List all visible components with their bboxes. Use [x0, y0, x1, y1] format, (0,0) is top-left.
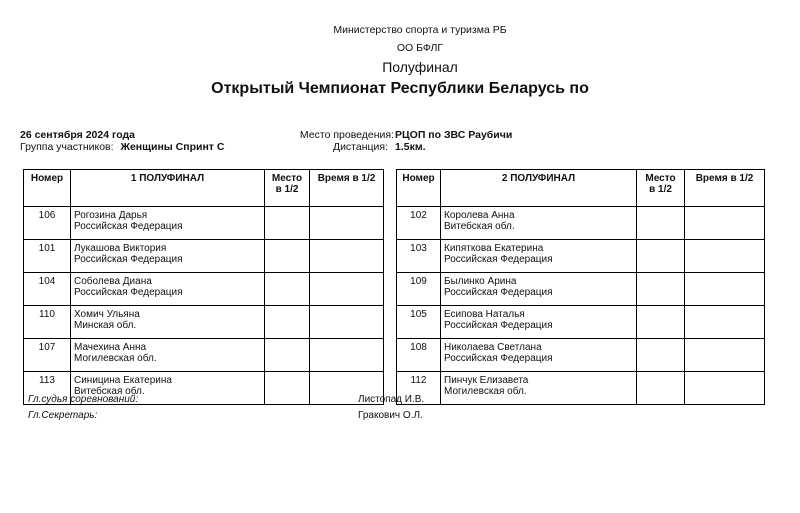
time-cell	[310, 273, 384, 306]
chief-secretary-name: Гракович О.Л.	[358, 410, 423, 421]
group-label: Группа участников:	[20, 141, 114, 153]
athlete-region: Витебская обл.	[444, 221, 515, 232]
column-place: Место в 1/2	[637, 170, 685, 207]
athlete-cell	[71, 207, 265, 240]
chief-judge-name: Листопад И.В.	[358, 394, 425, 405]
athlete-name: Николаева Светлана	[444, 342, 542, 353]
distance-value: 1.5км.	[395, 141, 426, 153]
bib-number: 112	[397, 372, 441, 405]
time-cell	[310, 306, 384, 339]
athlete-name: Пинчук Елизавета	[444, 375, 529, 386]
venue-label: Место проведения:	[299, 129, 394, 141]
place-cell	[265, 273, 310, 306]
table-row	[397, 240, 765, 273]
athlete-cell	[71, 339, 265, 372]
place-cell	[265, 306, 310, 339]
athlete-cell	[71, 240, 265, 273]
place-cell	[265, 339, 310, 372]
place-cell	[637, 339, 685, 372]
distance-label: Дистанция:	[332, 141, 388, 153]
table-row	[24, 240, 384, 273]
chief-judge-role: Гл.судья соревнований:	[28, 394, 139, 405]
athlete-name: Кипяткова Екатерина	[444, 243, 544, 254]
bib-number: 109	[397, 273, 441, 306]
bib-number: 106	[24, 207, 71, 240]
group-line	[20, 141, 224, 153]
semifinal-2-table	[396, 169, 765, 405]
time-cell	[685, 306, 765, 339]
athlete-name: Королева Анна	[444, 210, 515, 221]
athlete-cell	[71, 273, 265, 306]
time-cell	[685, 372, 765, 405]
place-cell	[637, 207, 685, 240]
athlete-name: Рогозина Дарья	[74, 210, 148, 221]
athlete-region: Российская Федерация	[444, 254, 553, 265]
time-cell	[310, 207, 384, 240]
time-cell	[685, 339, 765, 372]
page-title: Открытый Чемпионат Республики Беларусь по	[211, 80, 589, 97]
athlete-name: Соболева Диана	[74, 276, 152, 287]
bib-number: 108	[397, 339, 441, 372]
bib-number: 101	[24, 240, 71, 273]
athlete-region: Российская Федерация	[444, 353, 553, 364]
group-value: Женщины Спринт С	[120, 141, 225, 153]
table-row	[24, 207, 384, 240]
athlete-name: Мачехина Анна	[74, 342, 147, 353]
place-cell	[265, 240, 310, 273]
ministry-line: Министерство спорта и туризма РБ	[333, 24, 507, 36]
column-number: Номер	[24, 170, 71, 207]
semifinal-1-table	[23, 169, 384, 405]
athlete-cell	[441, 306, 637, 339]
athlete-cell	[441, 207, 637, 240]
table-row	[397, 306, 765, 339]
stage-title: Полуфинал	[382, 59, 458, 75]
athlete-cell	[71, 306, 265, 339]
bib-number: 104	[24, 273, 71, 306]
bib-number: 102	[397, 207, 441, 240]
bib-number: 103	[397, 240, 441, 273]
organization-line: ОО БФЛГ	[396, 42, 444, 54]
time-cell	[310, 339, 384, 372]
table-row	[24, 339, 384, 372]
athlete-region: Российская Федерация	[74, 254, 183, 265]
athlete-name: Былинко Арина	[444, 276, 517, 287]
athlete-cell	[441, 240, 637, 273]
place-cell	[637, 273, 685, 306]
athlete-name: Синицина Екатерина	[74, 375, 172, 386]
bib-number: 110	[24, 306, 71, 339]
column-semifinal-title: 1 ПОЛУФИНАЛ	[71, 170, 265, 207]
table-row	[397, 207, 765, 240]
athlete-region: Могилевская обл.	[444, 386, 527, 397]
athlete-region: Российская Федерация	[74, 287, 183, 298]
athlete-cell	[441, 273, 637, 306]
athlete-name: Лукашова Виктория	[74, 243, 167, 254]
table-row	[397, 273, 765, 306]
bib-number: 107	[24, 339, 71, 372]
table-row	[397, 339, 765, 372]
column-time: Время в 1/2	[685, 170, 765, 207]
athlete-region: Могилевская обл.	[74, 353, 157, 364]
athlete-name: Есипова Наталья	[444, 309, 525, 320]
column-place: Место в 1/2	[265, 170, 310, 207]
table-row	[397, 372, 765, 405]
time-cell	[685, 240, 765, 273]
athlete-cell	[441, 339, 637, 372]
column-time: Время в 1/2	[310, 170, 384, 207]
place-cell	[265, 372, 310, 405]
time-cell	[685, 273, 765, 306]
place-cell	[265, 207, 310, 240]
place-cell	[637, 306, 685, 339]
athlete-region: Минская обл.	[74, 320, 137, 331]
chief-secretary-role: Гл.Секретарь:	[28, 410, 98, 421]
athlete-region: Российская Федерация	[74, 221, 183, 232]
time-cell	[310, 240, 384, 273]
table-row	[24, 273, 384, 306]
column-semifinal-title: 2 ПОЛУФИНАЛ	[441, 170, 637, 207]
place-cell	[637, 240, 685, 273]
athlete-region: Российская Федерация	[444, 287, 553, 298]
athlete-region: Российская Федерация	[444, 320, 553, 331]
bib-number: 113	[24, 372, 71, 405]
venue-value: РЦОП по ЗВС Раубичи	[395, 129, 513, 141]
athlete-name: Хомич Ульяна	[74, 309, 140, 320]
place-cell	[637, 372, 685, 405]
table-row	[24, 306, 384, 339]
time-cell	[685, 207, 765, 240]
column-number: Номер	[397, 170, 441, 207]
athlete-cell	[441, 372, 637, 405]
athlete-region: Витебская обл.	[74, 386, 145, 397]
bib-number: 105	[397, 306, 441, 339]
event-date: 26 сентября 2024 года	[20, 129, 135, 141]
